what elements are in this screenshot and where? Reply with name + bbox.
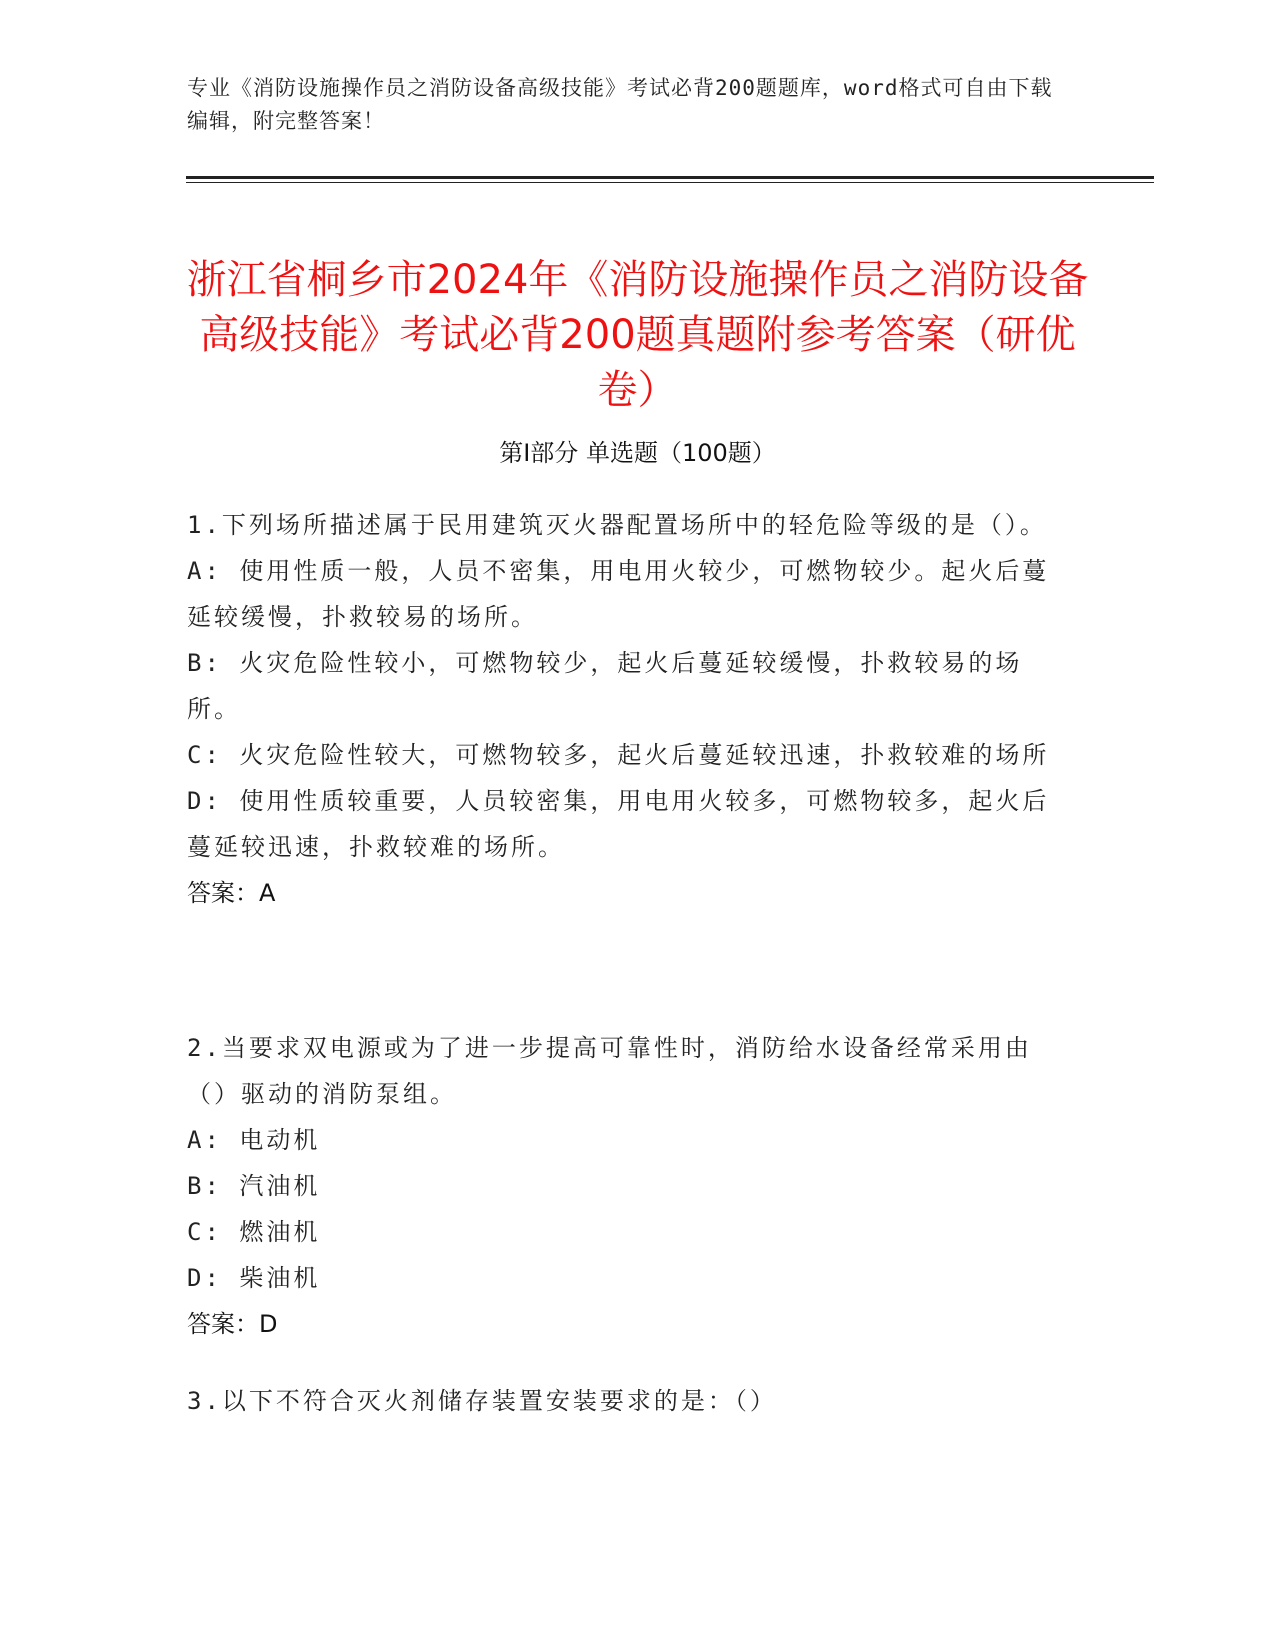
option-a: A: 使用性质一般，人员不密集，用电用火较少，可燃物较少。起火后蔓延较缓慢，扑救较易的场所。	[187, 557, 1050, 631]
option-d: D: 柴油机	[187, 1264, 321, 1292]
answer-line	[187, 1301, 1072, 1347]
option-d: D: 使用性质较重要，人员较密集，用电用火较多，可燃物较多，起火后蔓延较迅速，扑救较难的场所。	[187, 787, 1050, 861]
option-c: C: 燃油机	[187, 1218, 321, 1246]
question-stem: 2.当要求双电源或为了进一步提高可靠性时，消防给水设备经常采用由（）驱动的消防泵组。	[187, 1034, 1032, 1108]
question-2	[187, 1025, 1072, 1347]
option-b: B: 火灾危险性较小，可燃物较少，起火后蔓延较缓慢，扑救较易的场所。	[187, 649, 1023, 723]
document-title: 浙江省桐乡市2024年《消防设施操作员之消防设备高级技能》考试必背200题真题附参考答案（研优卷）	[186, 256, 1089, 413]
answer-value: A	[259, 879, 276, 907]
question-stem: 3.以下不符合灭火剂储存装置安装要求的是：（）	[187, 1387, 777, 1415]
option-c: C: 火灾危险性较大，可燃物较多，起火后蔓延较迅速，扑救较难的场所	[187, 741, 1050, 769]
header-divider-thick	[186, 176, 1154, 179]
option-b: B: 汽油机	[187, 1172, 321, 1200]
answer-label: 答案：	[187, 879, 259, 907]
question-1	[187, 502, 1072, 916]
answer-label: 答案：	[187, 1310, 259, 1338]
section-heading: 第Ⅰ部分 单选题（100题）	[499, 439, 776, 467]
option-a: A: 电动机	[187, 1126, 321, 1154]
document-intro: 专业《消防设施操作员之消防设备高级技能》考试必背200题题库，word格式可自由下载编辑，附完整答案！	[187, 76, 1053, 133]
answer-value: D	[259, 1310, 278, 1338]
answer-line	[187, 870, 1072, 916]
question-stem: 1.下列场所描述属于民用建筑灭火器配置场所中的轻危险等级的是（）。	[187, 511, 1047, 539]
question-3	[187, 1378, 1072, 1424]
header-divider-thin	[186, 182, 1154, 183]
